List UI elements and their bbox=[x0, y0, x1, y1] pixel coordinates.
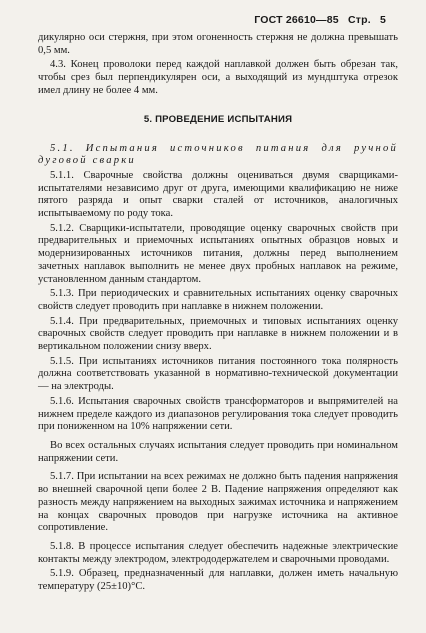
paragraph-5-1-8: 5.1.8. В процессе испытания следует обеспечить надежные электрические контакты между электродом, электрододержателем и сварочными проводами. bbox=[38, 540, 398, 565]
paragraph-5-1-6-note: Во всех остальных случаях испытания следует проводить при номинальном напряжении сети. bbox=[38, 439, 398, 464]
paragraph-5-1-9: 5.1.9. Образец, предназначенный для наплавки, должен иметь начальную температуру (25±10)°С. bbox=[38, 568, 398, 593]
page-number: 5 bbox=[379, 14, 386, 26]
section-title: 5. ПРОВЕДЕНИЕ ИСПЫТАНИЯ bbox=[143, 113, 293, 125]
paragraph-5-1-7: 5.1.7. При испытании на всех режимах не должно быть падения напряжения во внешней сварочной цепи более 2 В. Падение напряжения определяют как разность между напряжением на выходных зажимах источника и напряжением на концах сварочных проводов при нагрузке источника на активное сопротивление. bbox=[38, 471, 398, 534]
page-label: Стр. bbox=[347, 14, 371, 26]
paragraph-5-1-6: 5.1.6. Испытания сварочных свойств трансформаторов и выпрямителей на нижнем пределе каждого из диапазонов регулирования тока следует проводить при пониженном на 10% напряжении сети. bbox=[38, 395, 398, 433]
paragraph-5-1-1: 5.1.1. Сварочные свойства должны оцениваться двумя сварщиками-испытателями независимо друг от друга, имеющими квалификацию не ниже пятого разряда и опыт сварки сталей от источников, аналогичных испытываемому по роду тока. bbox=[38, 169, 398, 220]
paragraph-5-1-3: 5.1.3. При периодических и сравнительных испытаниях оценку сварочных свойств следует проводить при наплавке в нижнем положении. bbox=[38, 288, 398, 312]
paragraph-continuation: дикулярно оси стержня, при этом огоненность стержня не должна превышать 0,5 мм. bbox=[38, 32, 398, 56]
paragraph-5-1-4: 5.1.4. При предварительных, приемочных и типовых испытаниях оценку сварочных свойств следует проводить при наплавке в нижнем положении и в вертикальном положении снизу вверх. bbox=[38, 315, 398, 353]
page-header bbox=[38, 14, 398, 32]
paragraph-5-1-2: 5.1.2. Сварщики-испытатели, проводящие оценку сварочных свойств при предварительных и приемочных испытаниях опытных образцов новых и модернизированных источников питания, должны перед выполнением зачетных наплавок выполнить не менее двух пробных наплавок на режиме, установленном данным стандартом. bbox=[38, 222, 398, 285]
subsection-5-1-heading: 5.1. Испытания источников питания для ручной дуговой сварки bbox=[38, 142, 398, 167]
standard-number: ГОСТ 26610—85 bbox=[254, 14, 339, 26]
paragraph-4-3: 4.3. Конец проволоки перед каждой наплавкой должен быть обрезан так, чтобы срез был перпендикулярен оси, а выходящий из мундштука отрезок имел длину не более 4 мм. bbox=[38, 59, 398, 96]
paragraph-5-1-5: 5.1.5. При испытаниях источников питания постоянного тока полярность должна соответствовать указанной в нормативно-технической документации — на электроды. bbox=[38, 355, 398, 393]
